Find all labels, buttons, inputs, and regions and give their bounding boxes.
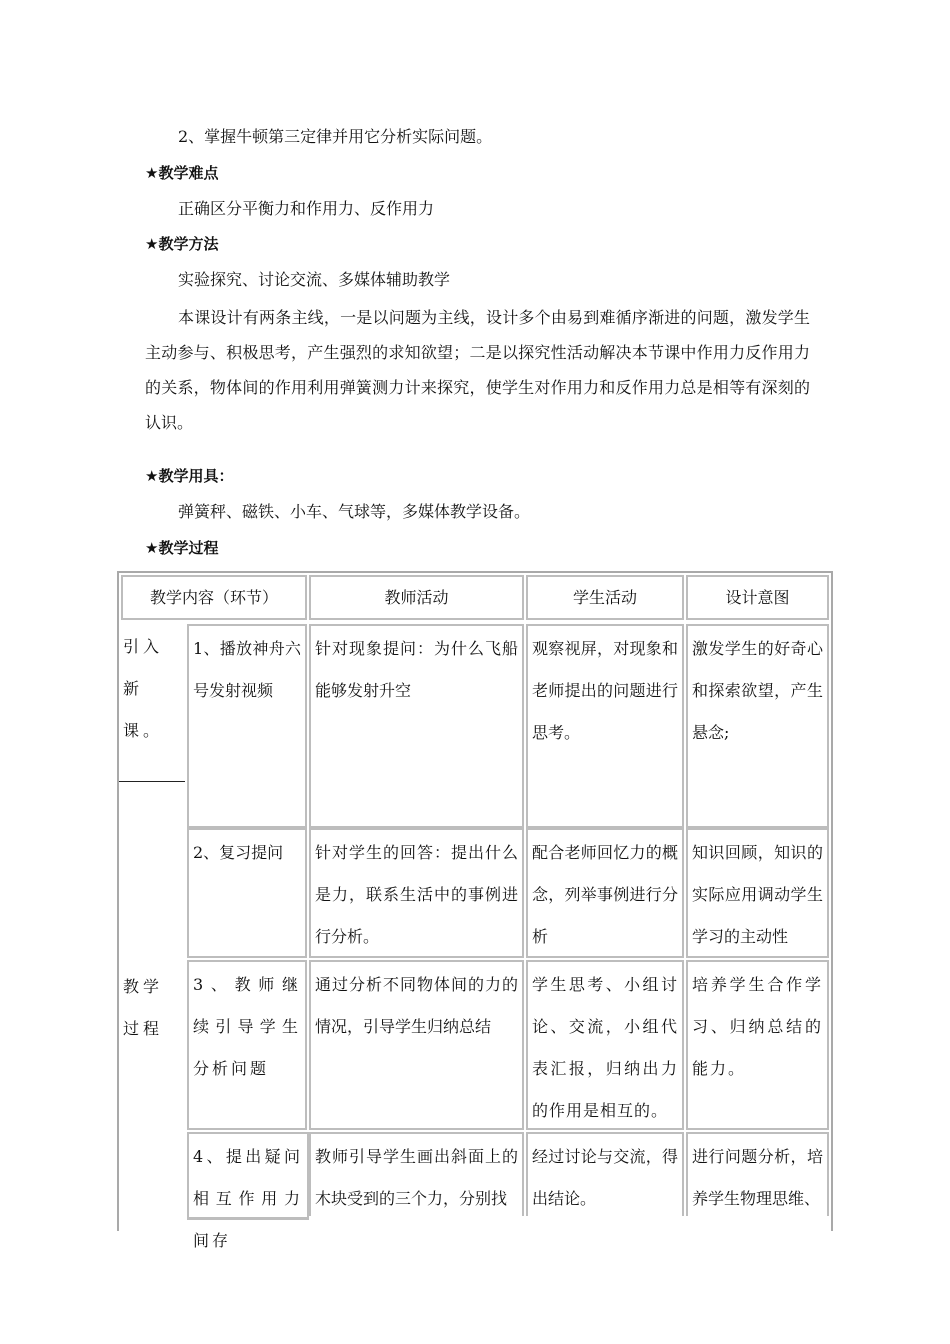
table-row-3-student: 学生思考、小组讨论、交流，小组代表汇报，归纳出力的作用是相互的。 [526, 960, 684, 1130]
process-heading: ★教学过程 [145, 539, 219, 557]
tools-heading: ★教学用具： [145, 467, 234, 485]
table-row-3-teacher: 通过分析不同物体间的力的情况，引导学生归纳总结 [309, 960, 524, 1130]
header-student: 学生活动 [526, 575, 684, 620]
table-row-2-step: 2、复习提问 [187, 828, 307, 958]
stage-process: 教学过程 [123, 977, 164, 1038]
difficulty-heading: ★教学难点 [145, 164, 219, 182]
stage-intro: 引入新课。 [123, 637, 164, 740]
table-row-1-intent: 激发学生的好奇心和探索欲望，产生悬念; [686, 624, 829, 828]
header-intent: 设计意图 [686, 575, 829, 620]
stage-divider [119, 781, 185, 782]
table-row-4-student: 经过讨论与交流，得出结论。 [526, 1132, 684, 1216]
difficulty-text: 正确区分平衡力和作用力、反作用力 [178, 199, 435, 218]
header-teacher: 教师活动 [309, 575, 524, 620]
objective-2: 2、掌握牛顿第三定律并用它分析实际问题。 [178, 127, 493, 146]
method-text: 实验探究、讨论交流、多媒体辅助教学 [178, 270, 451, 289]
table-row-4-step: 4、提出疑问相互作用力间存 [187, 1132, 309, 1220]
table-row-1-step: 1、播放神舟六号发射视频 [187, 624, 307, 828]
table-row-4-teacher: 教师引导学生画出斜面上的木块受到的三个力，分别找 [309, 1132, 524, 1216]
table-row-2-student: 配合老师回忆力的概念，列举事例进行分析 [526, 828, 684, 958]
table-row-1-student: 观察视屏，对现象和老师提出的问题进行思考。 [526, 624, 684, 828]
header-content: 教学内容（环节） [121, 575, 307, 620]
table-row-2-intent: 知识回顾，知识的实际应用调动学生学习的主动性 [686, 828, 829, 958]
method-heading: ★教学方法 [145, 235, 219, 253]
tools-text: 弹簧秤、磁铁、小车、气球等，多媒体教学设备。 [178, 502, 531, 521]
table-row-3-step: 3、教师继续引导学生分析问题 [187, 960, 307, 1130]
table-row-3-intent: 培养学生合作学习、归纳总结的能力。 [686, 960, 829, 1130]
table-row-2-teacher: 针对学生的回答：提出什么是力，联系生活中的事例进行分析。 [309, 828, 524, 958]
design-paragraph: 本课设计有两条主线，一是以问题为主线，设计多个由易到难循序渐进的问题，激发学生主动参与、积极思考，产生强烈的求知欲望；二是以探究性活动解决本节课中作用力反作用力的关系，物体间的作用利用弹簧测力计来探究，使学生对作用力和反作用力总是相等有深刻的认识。 [145, 308, 810, 432]
table-row-4-intent: 进行问题分析，培养学生物理思维、 [686, 1132, 829, 1216]
table-row-1-teacher: 针对现象提问：为什么飞船能够发射升空 [309, 624, 524, 828]
